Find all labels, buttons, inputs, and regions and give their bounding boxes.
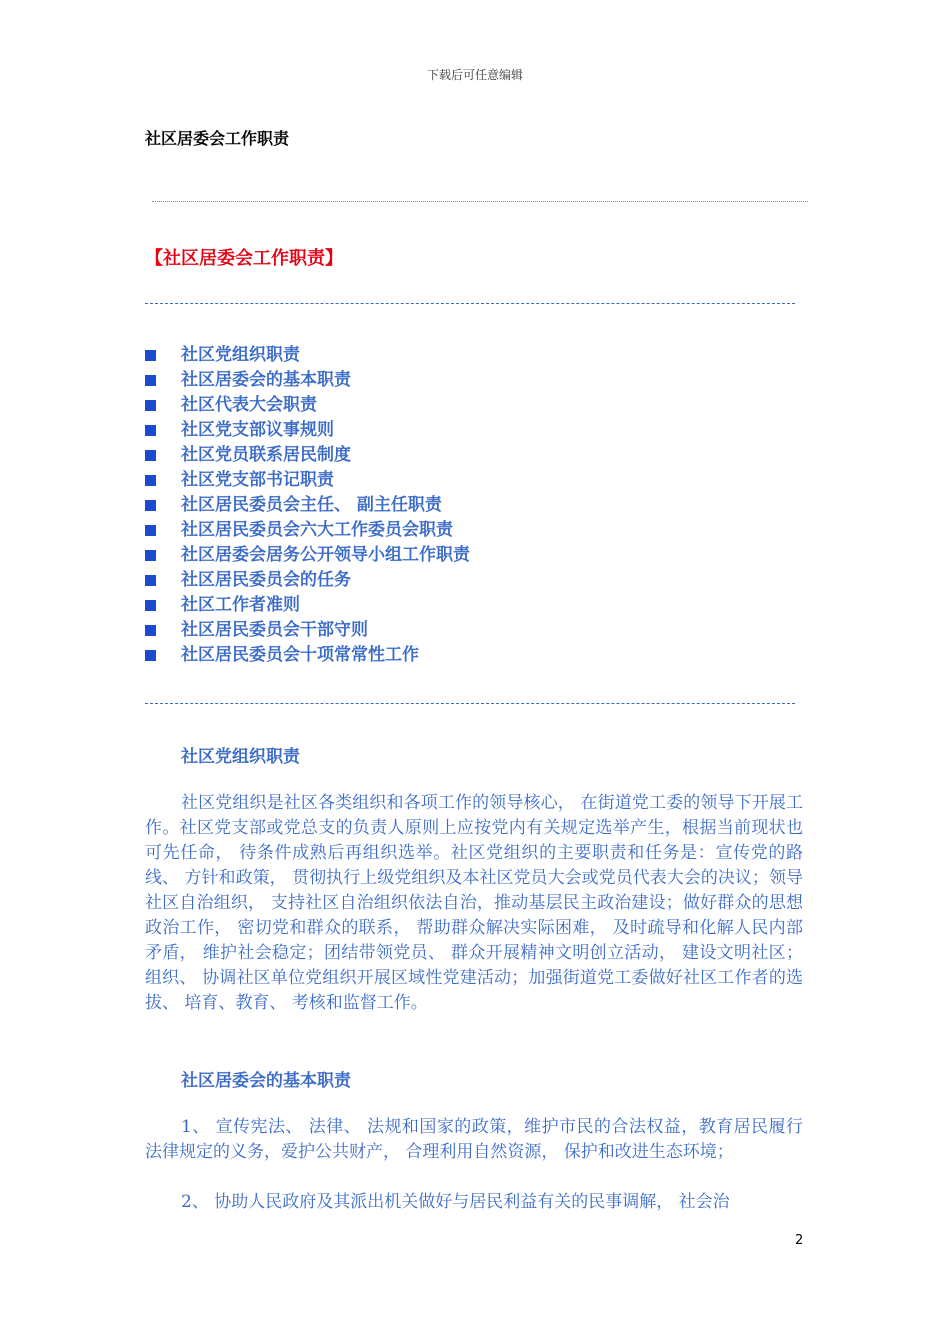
toc-link[interactable]: 社区工作者准则 (181, 595, 300, 615)
toc-item[interactable] (145, 518, 470, 543)
toc-link[interactable]: 社区居委会的基本职责 (181, 370, 351, 390)
toc-item[interactable] (145, 343, 470, 368)
section-paragraph: 2、 协助人民政府及其派出机关做好与居民利益有关的民事调解， 社会治 (181, 1192, 730, 1212)
toc-item[interactable] (145, 418, 470, 443)
toc-link[interactable]: 社区党支部议事规则 (181, 420, 334, 440)
square-bullet-icon (145, 600, 156, 611)
toc-link[interactable]: 社区居委会居务公开领导小组工作职责 (181, 545, 470, 565)
square-bullet-icon (145, 650, 156, 661)
toc-link[interactable]: 社区居民委员会主任、 副主任职责 (181, 495, 442, 515)
toc-item[interactable] (145, 543, 470, 568)
square-bullet-icon (145, 625, 156, 636)
square-bullet-icon (145, 425, 156, 436)
square-bullet-icon (145, 475, 156, 486)
toc-link[interactable]: 社区居民委员会干部守则 (181, 620, 368, 640)
toc-item[interactable] (145, 493, 470, 518)
square-bullet-icon (145, 400, 156, 411)
square-bullet-icon (145, 350, 156, 361)
square-bullet-icon (145, 375, 156, 386)
toc-link[interactable]: 社区党员联系居民制度 (181, 445, 351, 465)
toc-item[interactable] (145, 593, 470, 618)
dashed-divider-top (145, 303, 795, 304)
toc-link[interactable]: 社区党支部书记职责 (181, 470, 334, 490)
page-title: 社区居委会工作职责 (145, 129, 290, 148)
red-section-heading: 【社区居委会工作职责】 (145, 248, 343, 269)
toc-link[interactable]: 社区党组织职责 (181, 345, 300, 365)
toc-item[interactable] (145, 443, 470, 468)
toc-link[interactable]: 社区居民委员会十项常常性工作 (181, 645, 419, 665)
dotted-divider (152, 201, 808, 202)
toc-link[interactable]: 社区居民委员会六大工作委员会职责 (181, 520, 453, 540)
square-bullet-icon (145, 550, 156, 561)
toc-link[interactable]: 社区居民委员会的任务 (181, 570, 351, 590)
table-of-contents (145, 343, 470, 668)
square-bullet-icon (145, 575, 156, 586)
header-note: 下载后可任意编辑 (426, 68, 523, 82)
toc-item[interactable] (145, 468, 470, 493)
section-paragraph: 1、 宣传宪法、 法律、 法规和国家的政策，维护市民的合法权益，教育居民履行法律规定的义务，爱护公共财产， 合理利用自然资源， 保护和改进生态环境； (145, 1117, 803, 1162)
toc-item[interactable] (145, 393, 470, 418)
section-heading: 社区党组织职责 (181, 747, 300, 767)
toc-item[interactable] (145, 643, 470, 668)
page-number: 2 (795, 1233, 804, 1248)
toc-link[interactable]: 社区代表大会职责 (181, 395, 317, 415)
toc-item[interactable] (145, 618, 470, 643)
square-bullet-icon (145, 525, 156, 536)
toc-item[interactable] (145, 368, 470, 393)
section-paragraph: 社区党组织是社区各类组织和各项工作的领导核心， 在街道党工委的领导下开展工作。社区党支部或党总支的负责人原则上应按党内有关规定选举产生，根据当前现状也可先任命， 待条件成熟后再组织选举。社区党组织的主要职责和任务是：宣传党的路线、 方针和政策， 贯彻执行上级党组织及本社区党员大会或党员代表大会的决议；领导社区自治组织， 支持社区自治组织依法自治，推动基层民主政治建设；做好群众的思想政治工作， 密切党和群众的联系， 帮助群众解决实际困难， 及时疏导和化解人民内部矛盾， 维护社会稳定；团结带领党员、 群众开展精神文明创立活动， 建设文明社区；组织、 协调社区单位党组织开展区域性党建活动；加强街道党工委做好社区工作者的选拔、 培育、教育、 考核和监督工作。 (145, 793, 803, 1013)
square-bullet-icon (145, 500, 156, 511)
section-heading: 社区居委会的基本职责 (181, 1071, 351, 1091)
dashed-divider-bottom (145, 703, 795, 704)
toc-item[interactable] (145, 568, 470, 593)
square-bullet-icon (145, 450, 156, 461)
